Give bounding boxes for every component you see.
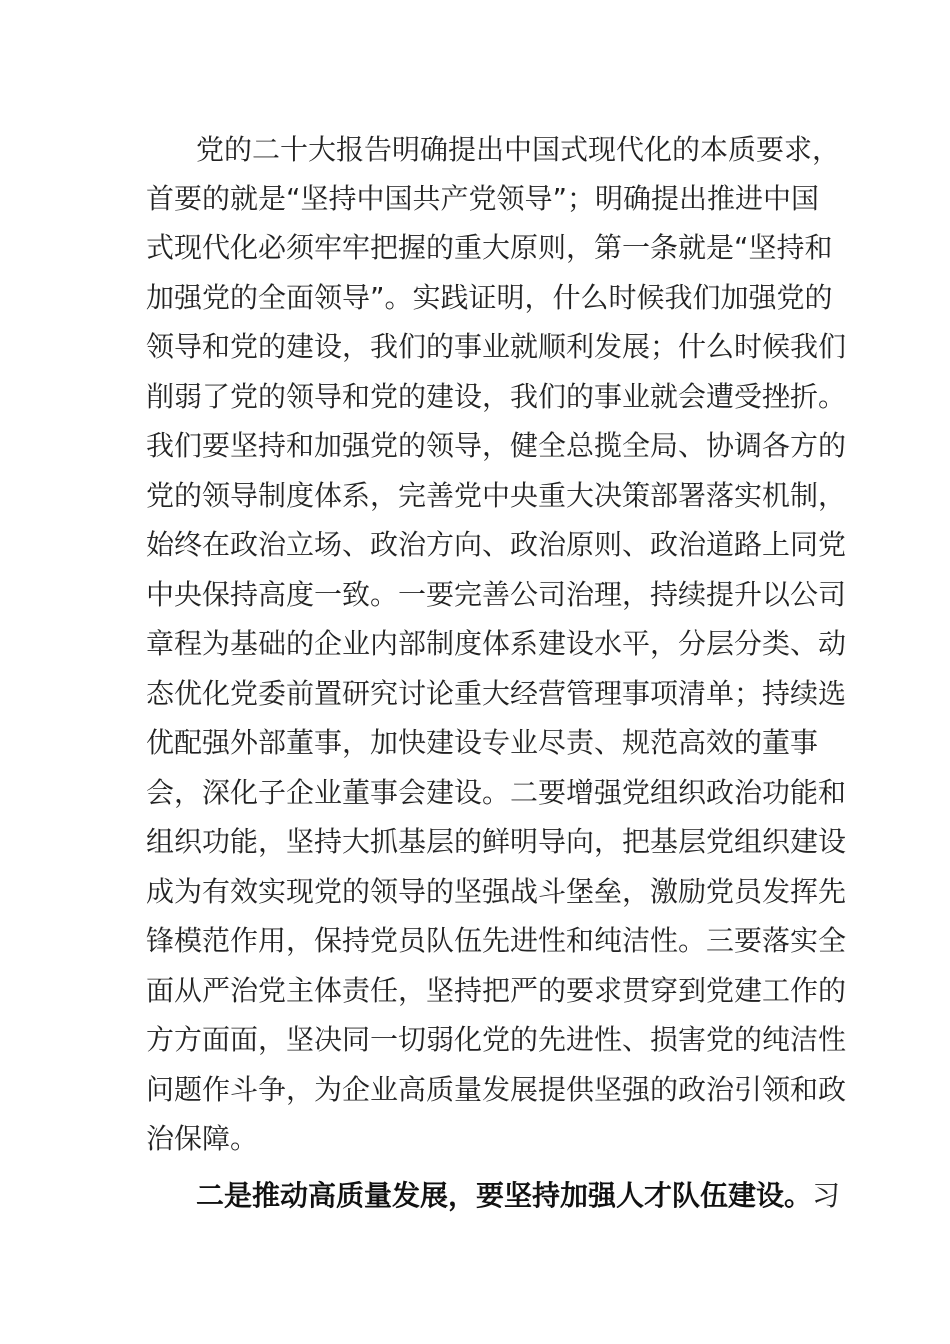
paragraph-line: 问题作斗争，为企业高质量发展提供坚强的政治引领和政 bbox=[146, 1073, 847, 1106]
paragraph-line: 组织功能，坚持大抓基层的鲜明导向，把基层党组织建设 bbox=[146, 825, 847, 858]
paragraph-line: 式现代化必须牢牢把握的重大原则，第一条就是“坚持和 bbox=[146, 231, 833, 264]
paragraph-line: 优配强外部董事，加快建设专业尽责、规范高效的董事 bbox=[146, 726, 819, 759]
paragraph-line: 会，深化子企业董事会建设。二要增强党组织政治功能和 bbox=[146, 776, 847, 809]
paragraph-line: 加强党的全面领导”。实践证明，什么时候我们加强党的 bbox=[146, 281, 833, 314]
paragraph-line: 面从严治党主体责任，坚持把严的要求贯穿到党建工作的 bbox=[146, 974, 847, 1007]
paragraph-line: 始终在政治立场、政治方向、政治原则、政治道路上同党 bbox=[146, 528, 847, 561]
paragraph-line: 党的领导制度体系，完善党中央重大决策部署落实机制， bbox=[146, 479, 847, 512]
paragraph-line: 我们要坚持和加强党的领导，健全总揽全局、协调各方的 bbox=[146, 429, 847, 462]
paragraph-line: 中央保持高度一致。一要完善公司治理，持续提升以公司 bbox=[146, 578, 847, 611]
paragraph-continuation: 习 bbox=[812, 1179, 841, 1212]
section-heading: 二是推动高质量发展，要坚持加强人才队伍建设。 bbox=[196, 1179, 813, 1212]
paragraph-line: 领导和党的建设，我们的事业就顺利发展；什么时候我们 bbox=[146, 330, 847, 363]
paragraph-line: 首要的就是“坚持中国共产党领导”；明确提出推进中国 bbox=[146, 182, 820, 215]
paragraph-line: 章程为基础的企业内部制度体系建设水平，分层分类、动 bbox=[146, 627, 847, 660]
paragraph-line: 治保障。 bbox=[146, 1122, 259, 1155]
paragraph-line: 成为有效实现党的领导的坚强战斗堡垒，激励党员发挥先 bbox=[146, 875, 847, 908]
paragraph-line: 方方面面，坚决同一切弱化党的先进性、损害党的纯洁性 bbox=[146, 1023, 847, 1056]
paragraph-line: 削弱了党的领导和党的建设，我们的事业就会遭受挫折。 bbox=[146, 380, 847, 413]
section-heading-line bbox=[196, 1174, 841, 1218]
paragraph-line: 党的二十大报告明确提出中国式现代化的本质要求， bbox=[196, 133, 841, 166]
paragraph-line: 锋模范作用，保持党员队伍先进性和纯洁性。三要落实全 bbox=[146, 924, 847, 957]
paragraph-line: 态优化党委前置研究讨论重大经营管理事项清单；持续选 bbox=[146, 677, 847, 710]
